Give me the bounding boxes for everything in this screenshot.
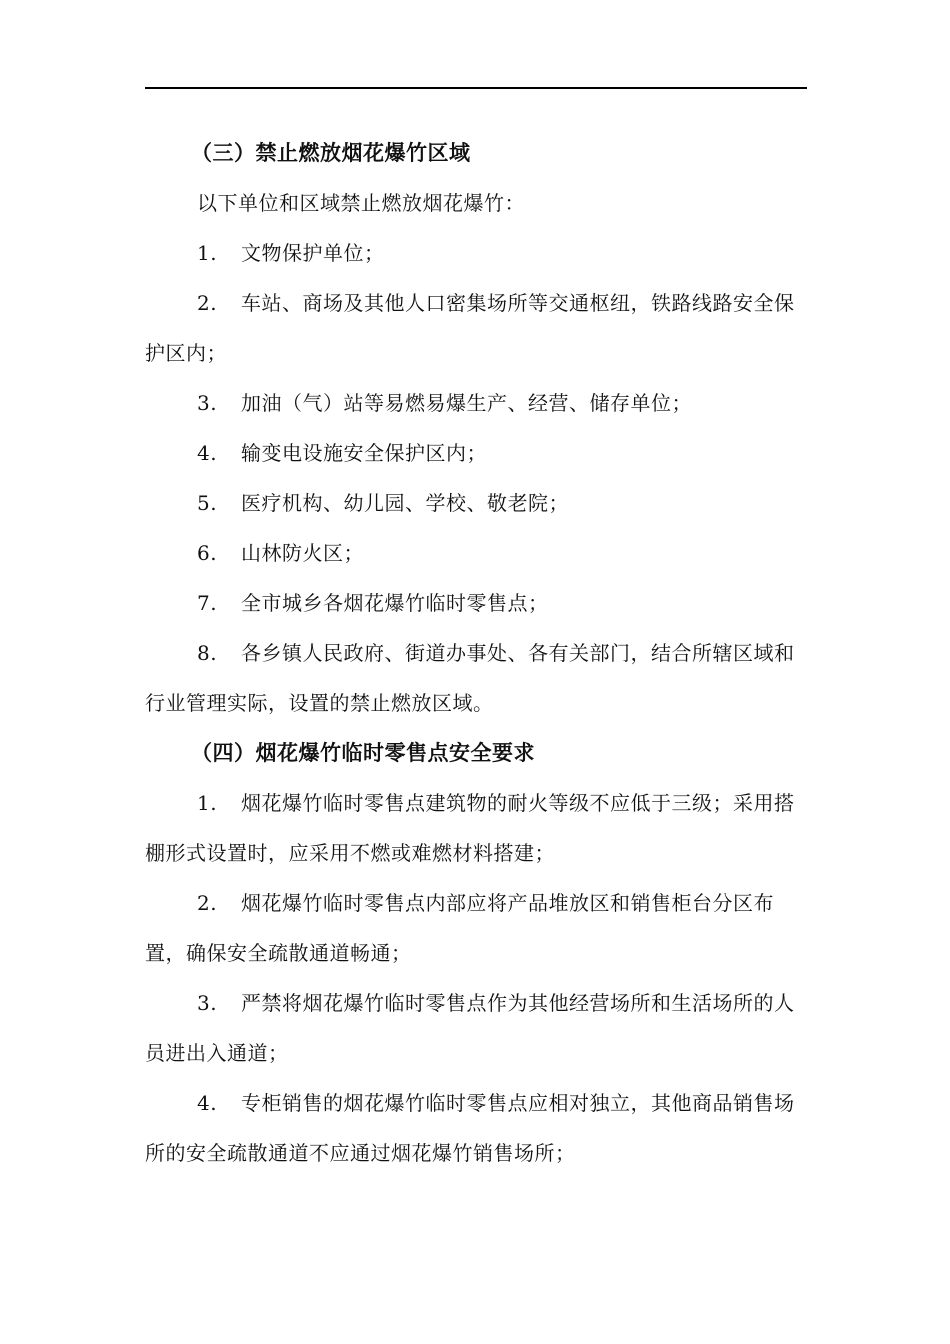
list-item-number: 3. — [197, 991, 218, 1015]
list-item — [145, 1078, 807, 1178]
list-item — [145, 428, 807, 478]
list-item — [145, 978, 807, 1078]
list-item-number: 2. — [197, 291, 218, 315]
list-item — [145, 778, 807, 878]
list-item-text: 全市城乡各烟花爆竹临时零售点； — [241, 591, 549, 615]
section-4-heading: （四）烟花爆竹临时零售点安全要求 — [191, 740, 535, 765]
list-item-number: 5. — [197, 491, 218, 515]
list-item-number: 4. — [197, 441, 218, 465]
list-item-text: 文物保护单位； — [241, 241, 385, 265]
list-item-text: 输变电设施安全保护区内； — [241, 441, 487, 465]
list-item — [145, 378, 807, 428]
list-item-number: 3. — [197, 391, 218, 415]
list-item — [145, 578, 807, 628]
list-item-number: 1. — [197, 791, 218, 815]
list-item — [145, 228, 807, 278]
section-3-heading: （三）禁止燃放烟花爆竹区域 — [191, 140, 471, 165]
list-item-text: 医疗机构、幼儿园、学校、敬老院； — [241, 491, 569, 515]
list-item — [145, 628, 807, 728]
list-item-number: 8. — [197, 641, 218, 665]
list-item-text: 专柜销售的烟花爆竹临时零售点应相对独立，其他商品销售场所的安全疏散通道不应通过烟花爆竹销售场所； — [145, 1091, 795, 1165]
list-item-number: 6. — [197, 541, 218, 565]
list-item-text: 烟花爆竹临时零售点建筑物的耐火等级不应低于三级；采用搭棚形式设置时，应采用不燃或难燃材料搭建； — [145, 791, 795, 865]
list-item-text: 加油（气）站等易燃易爆生产、经营、储存单位； — [241, 391, 692, 415]
list-item-number: 2. — [197, 891, 218, 915]
list-item — [145, 878, 807, 978]
list-item — [145, 528, 807, 578]
list-item — [145, 278, 807, 378]
list-item-text: 山林防火区； — [241, 541, 364, 565]
document-body — [145, 128, 807, 1178]
section-3-intro: 以下单位和区域禁止燃放烟花爆竹： — [197, 191, 525, 215]
list-item-number: 7. — [197, 591, 218, 615]
list-item-text: 车站、商场及其他人口密集场所等交通枢纽，铁路线路安全保护区内； — [145, 291, 795, 365]
list-item — [145, 478, 807, 528]
list-item-text: 各乡镇人民政府、街道办事处、各有关部门，结合所辖区域和行业管理实际，设置的禁止燃放区域。 — [145, 641, 795, 715]
header-rule — [145, 87, 807, 89]
list-item-number: 1. — [197, 241, 218, 265]
list-item-number: 4. — [197, 1091, 218, 1115]
list-item-text: 烟花爆竹临时零售点内部应将产品堆放区和销售柜台分区布置，确保安全疏散通道畅通； — [145, 891, 774, 965]
list-item-text: 严禁将烟花爆竹临时零售点作为其他经营场所和生活场所的人员进出入通道； — [145, 991, 795, 1065]
